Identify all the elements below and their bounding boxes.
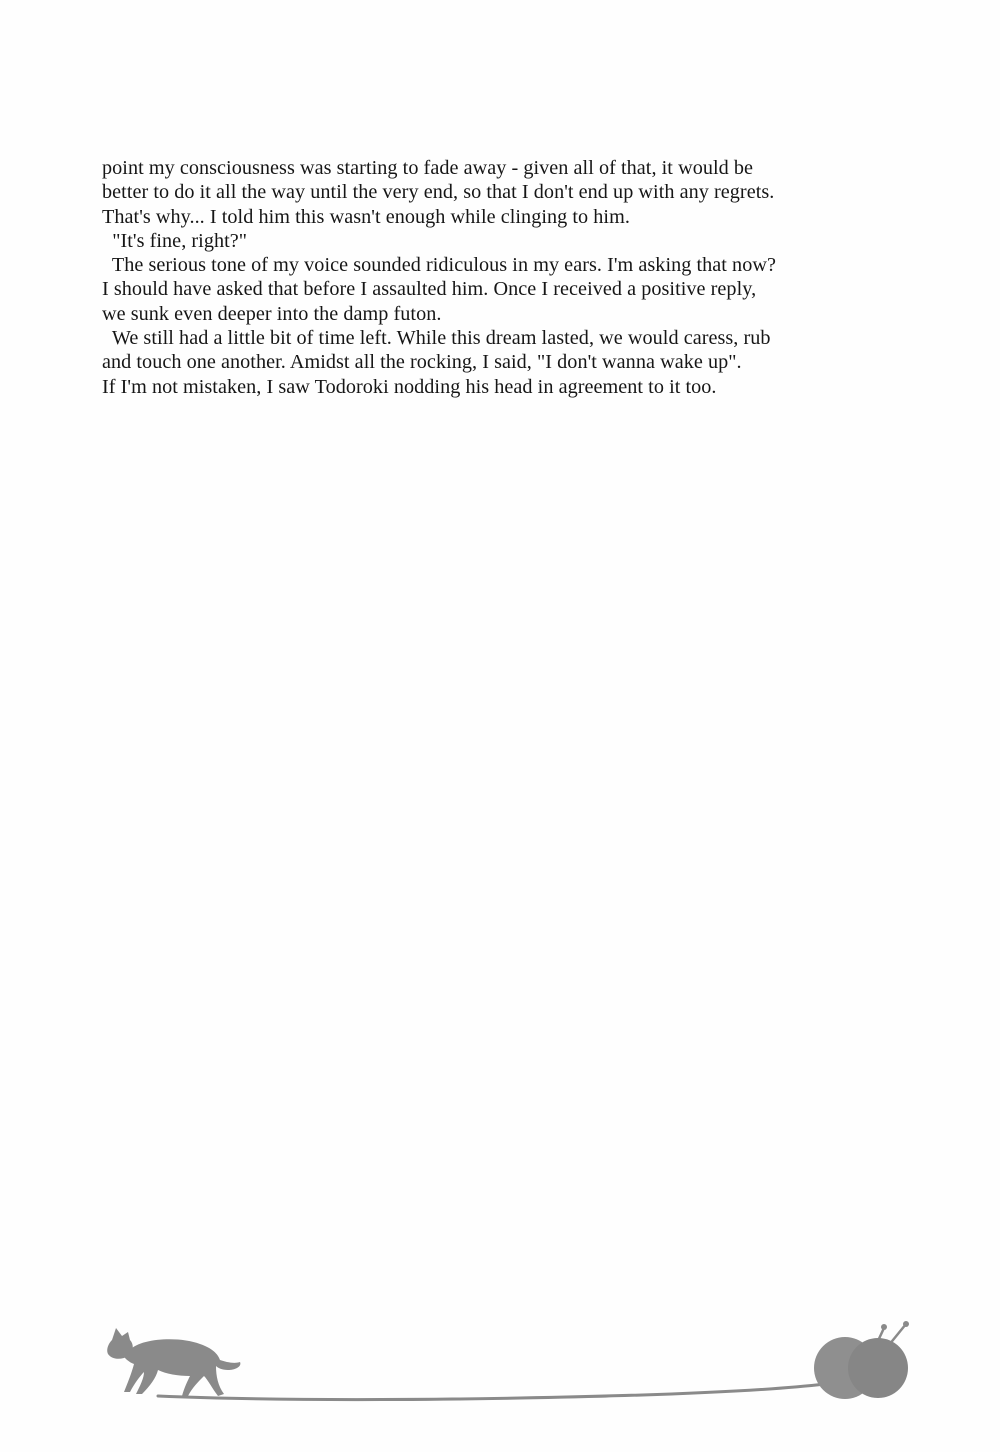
body-text	[102, 156, 882, 399]
footer-decoration	[100, 1310, 920, 1430]
text-line: "It's fine, right?"	[102, 229, 248, 252]
text-line: better to do it all the way until the very end, so that I don't end up with any regrets.	[102, 181, 775, 204]
cat-silhouette-icon	[107, 1328, 240, 1396]
yarn-ball-knitting-needles-icon	[814, 1321, 909, 1399]
text-line: That's why... I told him this wasn't enough while clinging to him.	[102, 205, 630, 228]
text-line: We still had a little bit of time left. While this dream lasted, we would caress, rub	[102, 327, 771, 350]
text-line: If I'm not mistaken, I saw Todoroki nodding his head in agreement to it too.	[102, 375, 717, 398]
needle-tip	[903, 1321, 909, 1327]
needle-tip	[881, 1324, 887, 1330]
text-line: point my consciousness was starting to fade away - given all of that, it would be	[102, 157, 754, 179]
text-line: I should have asked that before I assaulted him. Once I received a positive reply,	[102, 278, 757, 301]
text-line: we sunk even deeper into the damp futon.	[102, 302, 442, 325]
text-line: The serious tone of my voice sounded ridiculous in my ears. I'm asking that now?	[102, 254, 776, 277]
text-line: and touch one another. Amidst all the rocking, I said, "I don't wanna wake up".	[102, 351, 742, 374]
yarn-line	[158, 1384, 825, 1400]
yarn-ball	[848, 1338, 908, 1398]
